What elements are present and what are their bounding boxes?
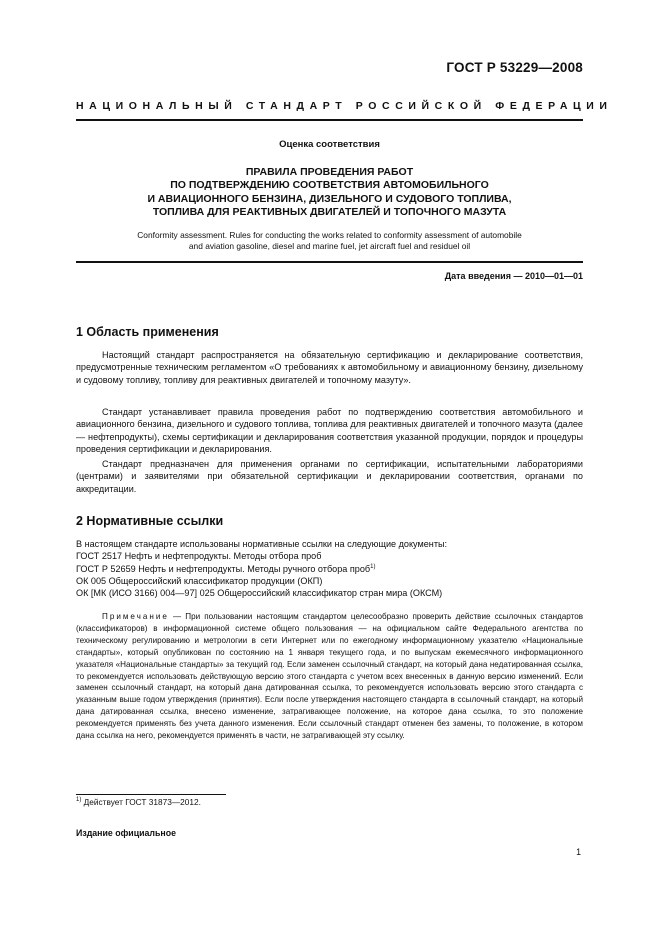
section-2-heading: 2 Нормативные ссылки — [76, 514, 224, 528]
section-1-paragraph — [76, 458, 583, 495]
introduction-date: Дата введения — 2010—01—01 — [444, 271, 583, 281]
title-english — [76, 230, 583, 252]
subject-heading: Оценка соответствия — [279, 139, 380, 150]
section-1-paragraph — [76, 349, 583, 386]
title-line: И АВИАЦИОННОГО БЕНЗИНА, ДИЗЕЛЬНОГО И СУДОВОГО ТОПЛИВА, — [147, 192, 512, 205]
title-russian — [76, 166, 583, 219]
references-intro: В настоящем стандарте использованы нормативные ссылки на следующие документы: — [76, 539, 448, 549]
note-block — [76, 611, 583, 742]
top-divider — [76, 119, 583, 121]
section-1-heading: 1 Область применения — [76, 325, 219, 339]
footnote-mark[interactable]: 1) — [370, 563, 376, 570]
footnote-text: Действует ГОСТ 31873—2012. — [81, 797, 201, 807]
paragraph-text: Стандарт предназначен для применения органами по сертификации, испытательными лабораториями (центрами) и заявителями при обязательной сертификации и декларировании соответствия, органами по аккредитации. — [76, 459, 583, 494]
gost-number: ГОСТ Р 53229—2008 — [446, 60, 583, 75]
reference-item: ГОСТ 2517 Нефть и нефтепродукты. Методы отбора проб — [76, 551, 322, 562]
section-1-paragraph — [76, 406, 583, 455]
reference-item: ОК [МК (ИСО 3166) 004—97] 025 Общероссийский классификатор стран мира (ОКСМ) — [76, 588, 443, 599]
page-number: 1 — [576, 847, 581, 857]
footnote — [76, 797, 201, 807]
reference-item — [76, 563, 583, 575]
paragraph-text: Настоящий стандарт распространяется на обязательную сертификацию и декларирование соответствия, предусмотренные техническим регламентом «О требованиях к автомобильному и авиационному бензину, дизельному и судовому топливу, топливу для реактивных двигателей и топочному мазуту». — [76, 350, 583, 385]
title-en-line: and aviation gasoline, diesel and marine fuel, jet aircraft fuel and residuel oil — [188, 241, 471, 251]
paragraph-text: Стандарт устанавливает правила проведения работ по подтверждению соответствия автомобильного и авиационного бензина, дизельного и судового топлива, топлива для реактивных двигателей и топочного мазута (далее — нефтепродукты), схемы сертификации и декларирования соответствия указанной продукции, порядок и процедуры проведения сертификации и декларирования. — [76, 407, 583, 454]
edition-label: Издание официальное — [76, 828, 176, 838]
note-text: — При пользовании настоящим стандартом целесообразно проверить действие ссылочных стандартов (классификаторов) в информационной системе общего пользования — на официальном сайте Федерального агентства по техническому регулированию и метрологии в сети Интернет или по ежегодному информационному указателю «Национальные стандарты», который опубликован по состоянию на 1 января текущего года, и по выпускам ежемесячного информационного указателя «Национальные стандарты» за текущий год. Если заменен ссылочный стандарт, на который дана недатированная ссылка, то рекомендуется использовать действующую версию этого стандарта с учетом всех внесенных в данную версию изменений. Если заменен ссылочный стандарт, на который дана датированная ссылка, то рекомендуется использовать версию этого стандарта с указанным выше годом утверждения (принятия). Если после утверждения настоящего стандарта в ссылочный стандарт, на который дана датированная ссылка, внесено изменение, затрагивающее положение, на которое дана ссылка, то это положение рекомендуется применять без учета данного изменения. Если ссылочный стандарт отменен без замены, то положение, в котором дана ссылка на него, рекомендуется применять в части, не затрагивающей эту ссылку. — [76, 612, 583, 741]
title-line: ТОПЛИВА ДЛЯ РЕАКТИВНЫХ ДВИГАТЕЛЕЙ И ТОПОЧНОГО МАЗУТА — [152, 205, 507, 218]
title-en-line: Conformity assessment. Rules for conducting the works related to conformity assessment of automobile — [137, 230, 522, 240]
footnote-mark: 1) — [76, 797, 82, 804]
reference-text: ГОСТ Р 52659 Нефть и нефтепродукты. Методы ручного отбора проб — [76, 563, 371, 574]
footnote-divider — [76, 794, 226, 795]
normative-references — [76, 538, 583, 599]
title-line: ПО ПОДТВЕРЖДЕНИЮ СООТВЕТСТВИЯ АВТОМОБИЛЬНОГО — [170, 179, 489, 192]
title-line: ПРАВИЛА ПРОВЕДЕНИЯ РАБОТ — [245, 166, 414, 178]
middle-divider — [76, 261, 583, 263]
reference-item: ОК 005 Общероссийский классификатор продукции (ОКП) — [76, 575, 323, 586]
national-standard-banner: НАЦИОНАЛЬНЫЙ СТАНДАРТ РОССИЙСКОЙ ФЕДЕРАЦИИ — [76, 100, 613, 112]
note-label: Примечание — [102, 612, 169, 621]
